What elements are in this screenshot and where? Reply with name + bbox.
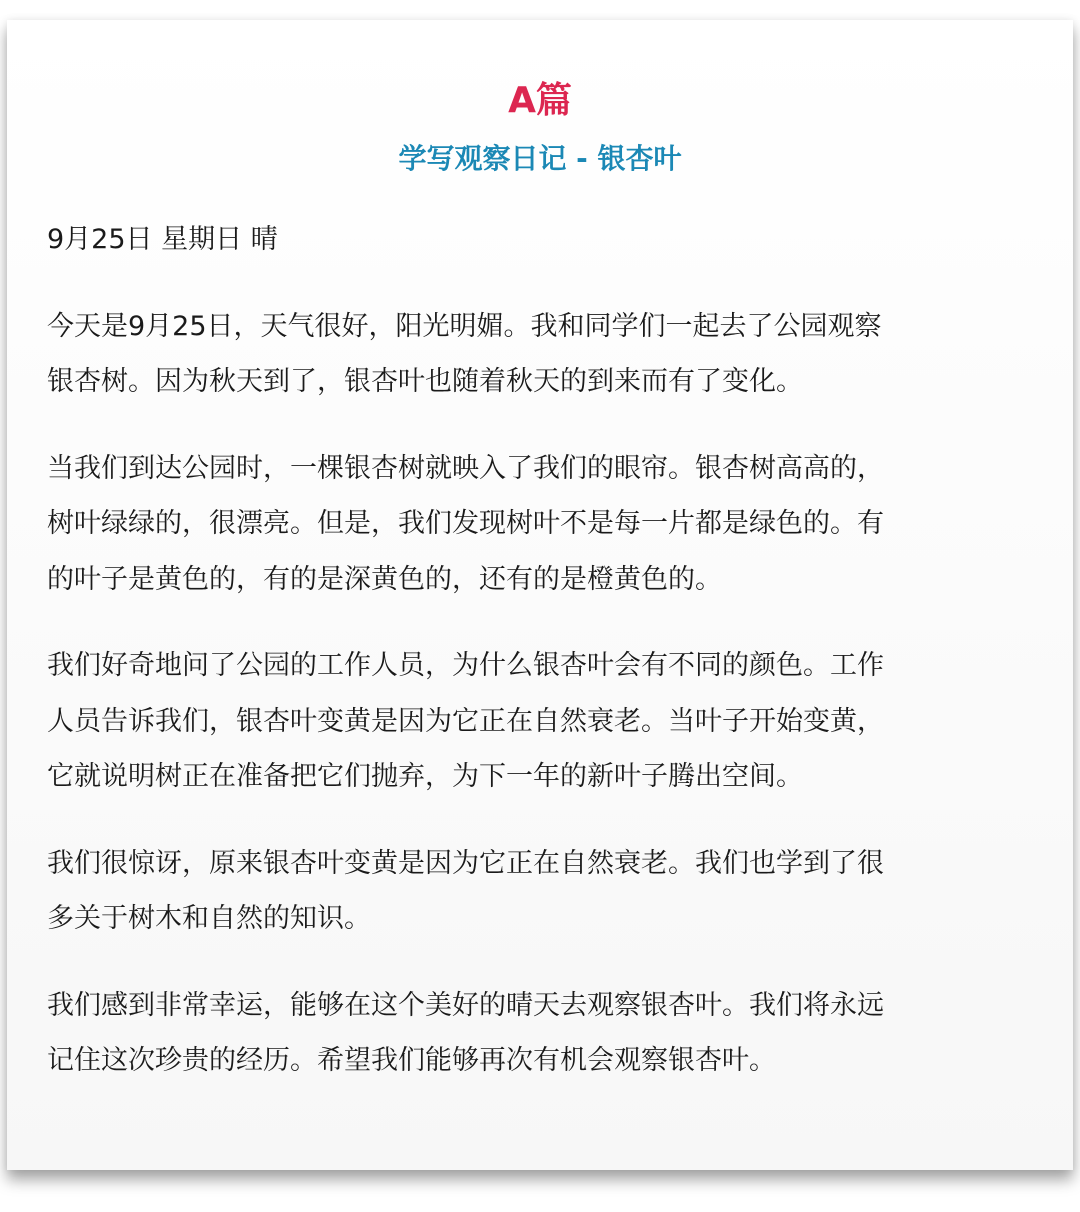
paragraph [47,307,1047,418]
paragraph [47,986,1047,1097]
diary-body [47,220,1047,1128]
paragraph-line: 人员告诉我们，银杏叶变黄是因为它正在自然衰老。当叶子开始变黄， [47,705,884,737]
paragraph-line: 多关于树木和自然的知识。 [47,903,371,934]
paragraph [47,449,1047,616]
paragraph-line: 我们好奇地问了公园的工作人员，为什么银杏叶会有不同的颜色。工作 [47,650,884,681]
page-title: A篇 [508,80,572,121]
paragraph-line: 它就说明树正在准备把它们抛弃，为下一年的新叶子腾出空间。 [47,761,803,792]
paragraph-line: 树叶绿绿的，很漂亮。但是，我们发现树叶不是每一片都是绿色的。有 [47,508,884,539]
paragraph-line: 银杏树。因为秋天到了，银杏叶也随着秋天的到来而有了变化。 [47,366,803,397]
paragraph-line: 今天是9月25日，天气很好，阳光明媚。我和同学们一起去了公园观察 [47,310,882,342]
paragraph [47,844,1047,955]
paragraph-line: 当我们到达公园时，一棵银杏树就映入了我们的眼帘。银杏树高高的， [47,452,884,484]
page-subtitle: 学写观察日记 - 银杏叶 [398,142,682,175]
date-line: 9月25日 星期日 晴 [47,224,278,255]
paragraph-line: 我们很惊讶，原来银杏叶变黄是因为它正在自然衰老。我们也学到了很 [47,847,884,879]
paragraph-line: 我们感到非常幸运，能够在这个美好的晴天去观察银杏叶。我们将永远 [47,989,884,1021]
paragraph [47,646,1047,813]
paragraph-line: 记住这次珍贵的经历。希望我们能够再次有机会观察银杏叶。 [47,1045,776,1076]
paragraph-line: 的叶子是黄色的，有的是深黄色的，还有的是橙黄色的。 [47,563,722,595]
